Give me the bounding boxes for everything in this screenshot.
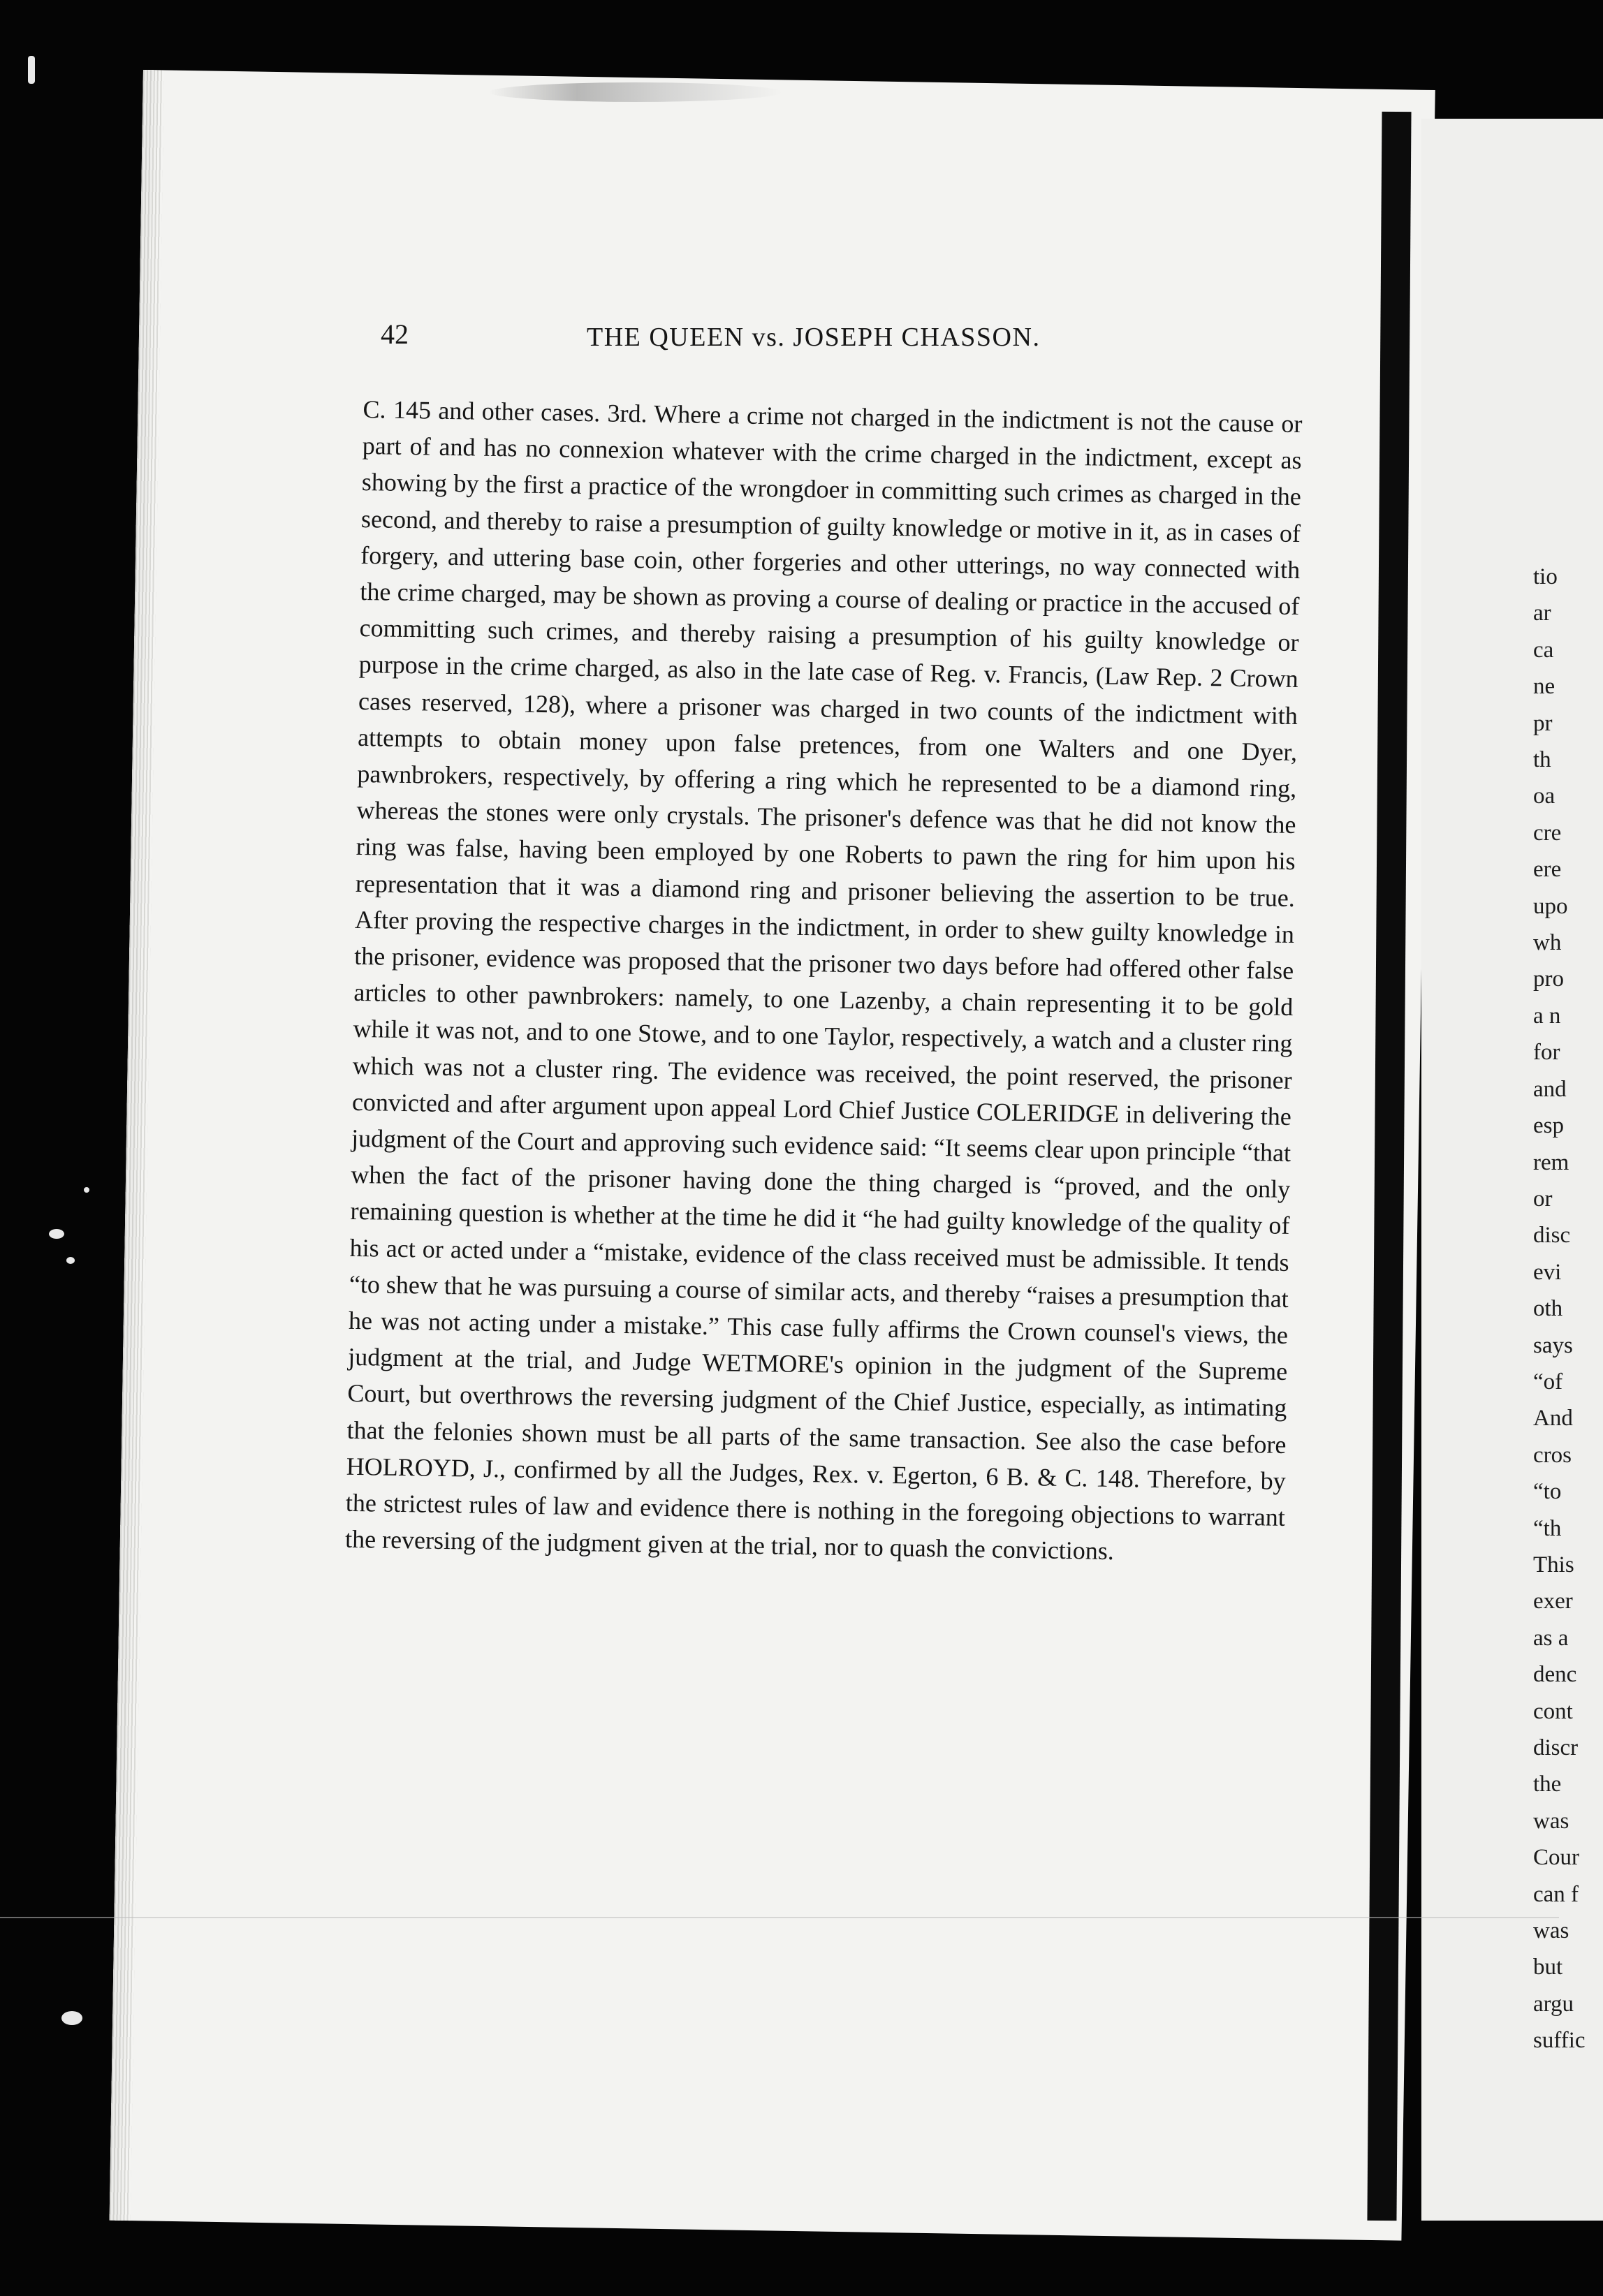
body-text [345,391,1303,1572]
dust-speck [49,1229,64,1239]
scan-line [0,1917,1559,1918]
facing-page [1421,119,1603,2221]
running-head: THE QUEEN vs. JOSEPH CHASSON. [587,323,1041,352]
dust-speck [84,1187,89,1193]
page-tear [489,82,782,102]
body-paragraph: C. 145 and other cases. 3rd. Where a crime not charged in the indictment is not the cause or part of and has no connexion whatever with the crime charged in the indictment, except as showing by the first a practice of the wrongdoer in committing such crimes as charged in the second, and thereby to raise a presumption of guilty knowledge or motive in it, as in cases of forgery, and uttering base coin, other forgeries and other utterings, no way connected with the crime charged, may be shown as proving a course of dealing or practice in the accused of committing such crimes, and thereby raising a presumption of his guilty knowledge or purpose in the crime charged, as also in the late case of Reg. v. Francis, (Law Rep. 2 Crown cases reserved, 128), where a prisoner was charged in two counts of the indictment with attempts to obtain money upon false pretences, from one Walters and one Dyer, pawnbrokers, respectively, by offering a ring which he represented to be a diamond ring, whereas the stones were only crystals. The prisoner's defence was that he did not know the ring was false, having been employed by one Roberts to pawn the ring for him upon his representation that it was a diamond ring and prisoner believing the assertion to be true. After proving the respective charges in the indictment, in order to shew guilty knowledge in the prisoner, evidence was proposed that the prisoner two days before had offered other false articles to other pawnbrokers: namely, to one Lazenby, a chain representing it to be gold while it was not, and to one Stowe, and to one Taylor, respectively, a watch and a cluster ring which was not a cluster ring. The evidence was received, the point reserved, the prisoner convicted and after argument upon appeal Lord Chief Justice COLERIDGE in delivering the judgment of the Court and approving such evidence said: “It seems clear upon principle “that when the fact of the prisoner having done the thing charged is “proved, and the only remaining question is whether at the time he did it “he had guilty knowledge of the quality of his act or acted under a “mistake, evidence of the class received must be admissible. It tends “to shew that he was pursuing a course of similar acts, and thereby “raises a presumption that he was not acting under a mistake.” This case fully affirms the Crown counsel's views, the judgment at the trial, and Judge WETMORE's opinion in the judgment of the Supreme Court, but overthrows the reversing judgment of the Chief Justice, especially, as intimating that the felonies shown must be all parts of the same transaction. See also the case before HOLROYD, J., confirmed by all the Judges, Rex. v. Egerton, 6 B. & C. 148. Therefore, by the strictest rules of law and evidence there is nothing in the foregoing objections to warrant the reversing of the judgment given at the trial, nor to quash the convictions. [344,395,1303,1566]
page-number: 42 [381,318,409,350]
dust-speck [28,56,35,84]
dust-speck [66,1257,75,1264]
facing-page-text: tio ar ca ne pr th oa cre ere upo wh pro a n for and esp rem or disc evi oth says “of And cros “to “th This exer as a denc cont discr the was Cour can f was but argu suffic [1533,564,1586,2054]
dust-speck [61,2011,82,2025]
